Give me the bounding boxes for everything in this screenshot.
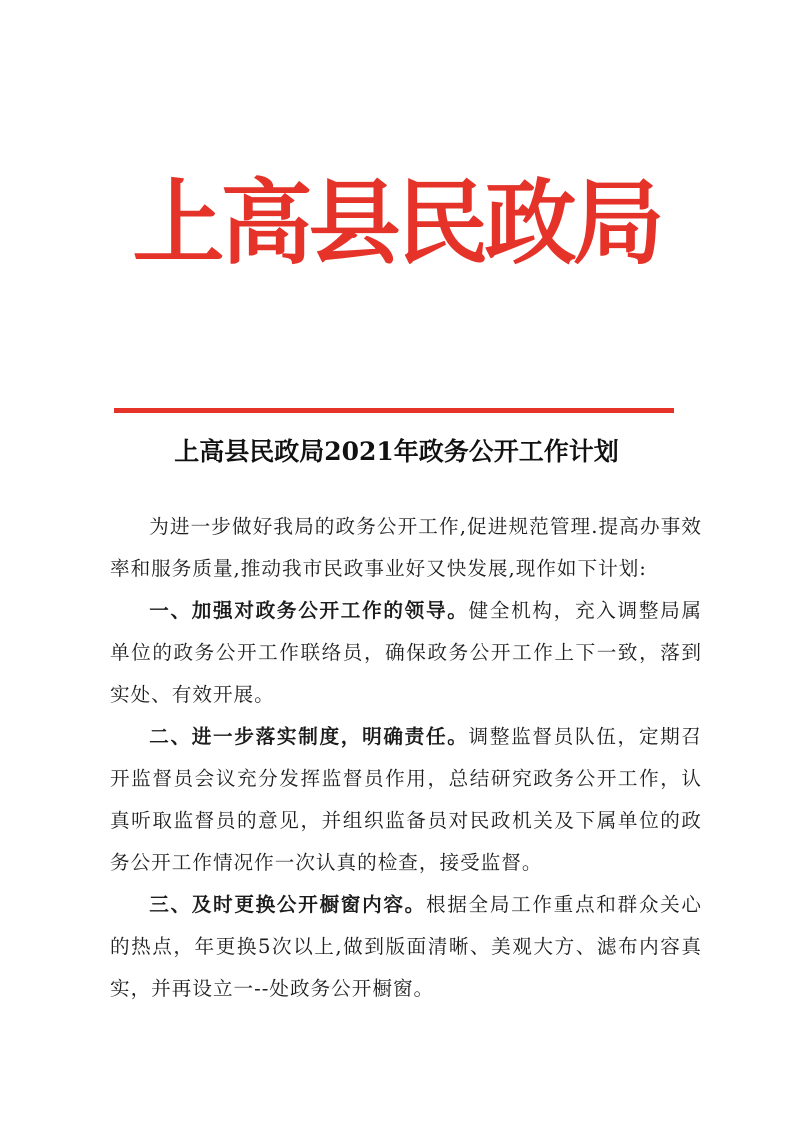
paragraph-text: 根据全局工作重点和群众关心的热点，年更换5次以上,做到版面清晰、美观大方、滤布内容真实，并再设立一--处政务公开橱窗。 (110, 893, 703, 1000)
document-title: 上高县民政局2021年政务公开工作计划 (174, 437, 619, 466)
paragraph-text: 调整监督员队伍，定期召开监督员会议充分发挥监督员作用，总结研究政务公开工作，认真听取监督员的意见，并组织监备员对民政机关及下属单位的政务公开工作情况作一次认真的检查，接受监督。 (110, 725, 703, 874)
section-heading: 三、及时更换公开橱窗内容。 (149, 893, 426, 916)
letterhead-agency-name: 上高县民政局 (132, 169, 661, 277)
paragraph-intro (110, 506, 702, 590)
paragraph-text: 为进一步做好我局的政务公开工作,促进规范管理.提高办事效率和服务质量,推动我市民政事业好又快发展,现作如下计划: (110, 515, 702, 580)
paragraph-section-2 (110, 716, 702, 884)
section-heading: 一、加强对政务公开工作的领导。 (149, 599, 469, 622)
paragraph-section-3 (110, 884, 702, 1010)
paragraph-text: 健全机构，充入调整局属单位的政务公开工作联络员，确保政务公开工作上下一致，落到实处、有效开展。 (110, 599, 703, 706)
letterhead-red-divider (114, 408, 674, 413)
document-body (110, 506, 702, 1010)
paragraph-section-1 (110, 590, 702, 716)
section-heading: 二、进一步落实制度，明确责任。 (149, 725, 469, 748)
